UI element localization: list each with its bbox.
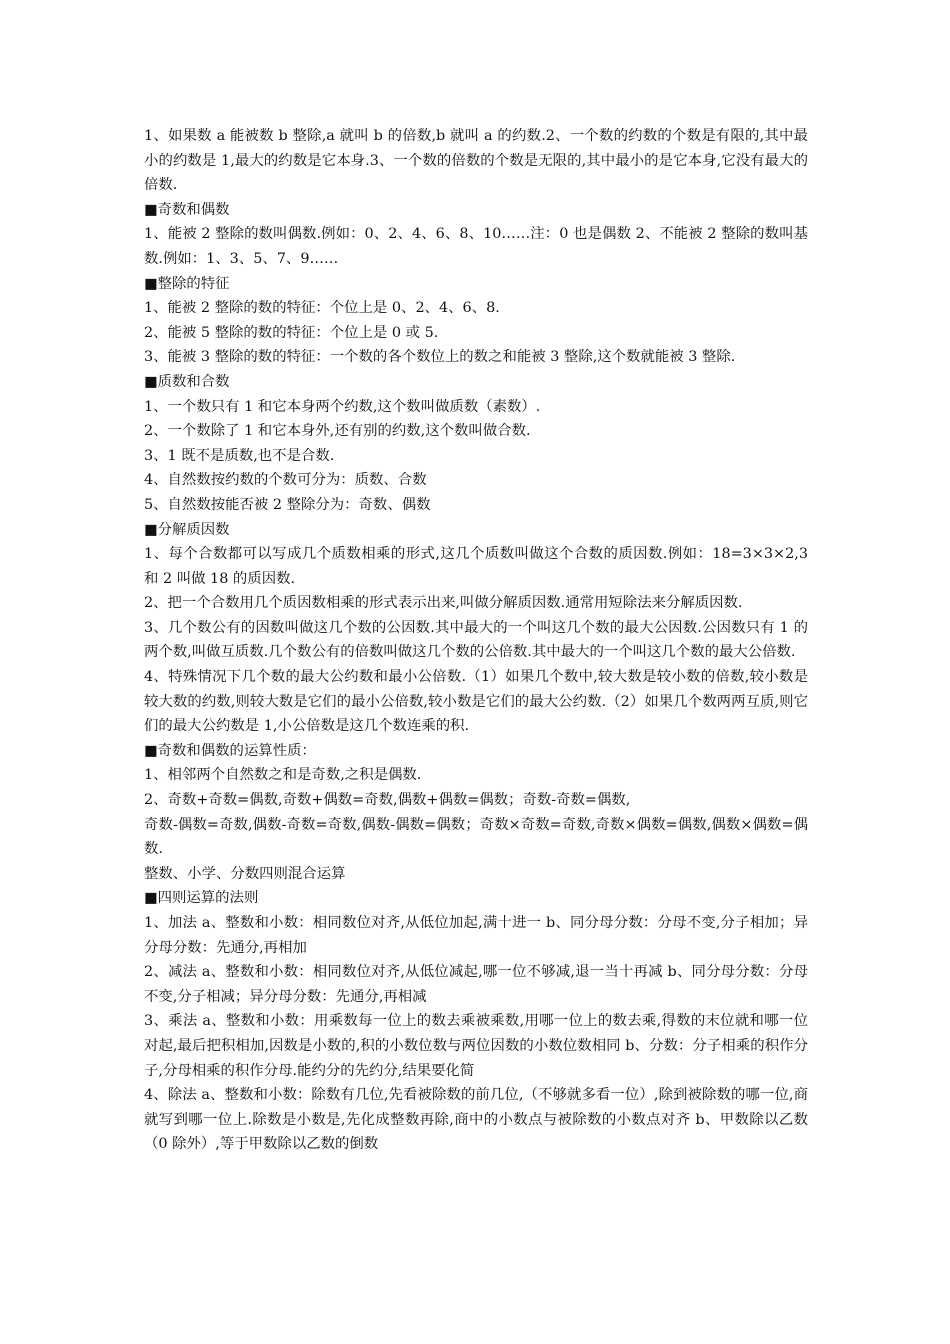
- paragraph-subtraction: 2、减法 a、整数和小数：相同数位对齐,从低位减起,哪一位不够减,退一当十再减 b、同分母分数：分母不变,分子相减；异分母分数：先通分,再相减: [144, 964, 808, 1005]
- paragraph-divisible-by-3: 3、能被 3 整除的数的特征：一个数的各个数位上的数之和能被 3 整除,这个数就能被 3 整除.: [144, 349, 736, 366]
- paragraph-prime: 1、一个数只有 1 和它本身两个约数,这个数叫做质数（素数）.: [144, 398, 541, 415]
- paragraph-odd-even-subtraction-multiplication: 奇数-偶数=奇数,偶数-奇数=奇数,偶数-偶数=偶数；奇数×奇数=奇数,奇数×偶数=偶数,偶数×偶数=偶数.: [144, 816, 808, 858]
- paragraph-divisible-by-5: 2、能被 5 整除的数的特征：个位上是 0 或 5.: [144, 324, 439, 341]
- paragraph-odd-even: 1、能被 2 整除的数叫偶数.例如：0、2、4、6、8、10……注：0 也是偶数 2、不能被 2 整除的数叫基数.例如：1、3、5、7、9……: [144, 226, 808, 267]
- paragraph-common-factors: 3、几个数公有的因数叫做这几个数的公因数.其中最大的一个叫这几个数的最大公因数.公因数只有 1 的两个数,叫做互质数.几个数公有的倍数叫做这几个数的公倍数.其中最大的一个叫这几个数的最大公倍数.: [144, 619, 808, 661]
- heading-odd-even: ■奇数和偶数: [144, 201, 230, 218]
- paragraph-multiplication: 3、乘法 a、整数和小数：用乘数每一位上的数去乘被乘数,用哪一位上的数去乘,得数的末位就和哪一位对起,最后把积相加,因数是小数的,积的小数位数与两位因数的小数位数相同 b、分数：分子相乘的积作分子,分母相乘的积作分母.能约分的先约分,结果要化简: [144, 1013, 808, 1079]
- document-body: [144, 124, 808, 1157]
- paragraph-composite: 2、一个数除了 1 和它本身外,还有别的约数,这个数叫做合数.: [144, 423, 531, 440]
- paragraph-factorization: 2、把一个合数用几个质因数相乘的形式表示出来,叫做分解质因数.通常用短除法来分解质因数.: [144, 595, 743, 612]
- heading-prime-factorization: ■分解质因数: [144, 521, 230, 538]
- paragraph-one: 3、1 既不是质数,也不是合数.: [144, 447, 335, 464]
- heading-odd-even-operations: ■奇数和偶数的运算性质：: [144, 742, 316, 759]
- paragraph-prime-factors: 1、每个合数都可以写成几个质数相乘的形式,这几个质数叫做这个合数的质因数.例如：18=3×3×2,3 和 2 叫做 18 的质因数.: [144, 546, 808, 587]
- paragraph-division: 4、除法 a、整数和小数：除数有几位,先看被除数的前几位,（不够就多看一位）,除到被除数的哪一位,商就写到哪一位上.除数是小数是,先化成整数再除,商中的小数点与被除数的小数点对齐 b、甲数除以乙数（0 除外）,等于甲数除以乙数的倒数: [144, 1087, 808, 1153]
- heading-divisibility: ■整除的特征: [144, 275, 230, 292]
- paragraph-classify-by-divisors: 4、自然数按约数的个数可分为：质数、合数: [144, 472, 427, 489]
- heading-prime-composite: ■质数和合数: [144, 373, 230, 390]
- paragraph-divisible-by-2: 1、能被 2 整除的数的特征：个位上是 0、2、4、6、8.: [144, 300, 500, 317]
- paragraph-odd-even-addition: 2、奇数+奇数=偶数,奇数+偶数=奇数,偶数+偶数=偶数；奇数-奇数=偶数,: [144, 792, 631, 809]
- paragraph-divisor-multiple: 1、如果数 a 能被数 b 整除,a 就叫 b 的倍数,b 就叫 a 的约数.2、一个数的约数的个数是有限的,其中最小的约数是 1,最大的约数是它本身.3、一个数的倍数的个数是无限的,其中最小的是它本身,它没有最大的倍数.: [144, 128, 808, 194]
- paragraph-gcd-lcm-special: 4、特殊情况下几个数的最大公约数和最小公倍数.（1）如果几个数中,较大数是较小数的倍数,较小数是较大数的约数,则较大数是它们的最小公倍数,较小数是它们的最大公约数.（2）如果几个数两两互质,则它们的最大公约数是 1,小公倍数是这几个数连乘的积.: [144, 669, 808, 735]
- paragraph-addition: 1、加法 a、整数和小数：相同数位对齐,从低位加起,满十进一 b、同分母分数：分母不变,分子相加；异分母分数：先通分,再相加: [144, 915, 808, 956]
- paragraph-classify-by-2: 5、自然数按能否被 2 整除分为：奇数、偶数: [144, 496, 431, 513]
- heading-mixed-operations: 整数、小学、分数四则混合运算: [144, 865, 346, 882]
- heading-arithmetic-rules: ■四则运算的法则: [144, 890, 259, 907]
- paragraph-adjacent-numbers: 1、相邻两个自然数之和是奇数,之积是偶数.: [144, 767, 422, 784]
